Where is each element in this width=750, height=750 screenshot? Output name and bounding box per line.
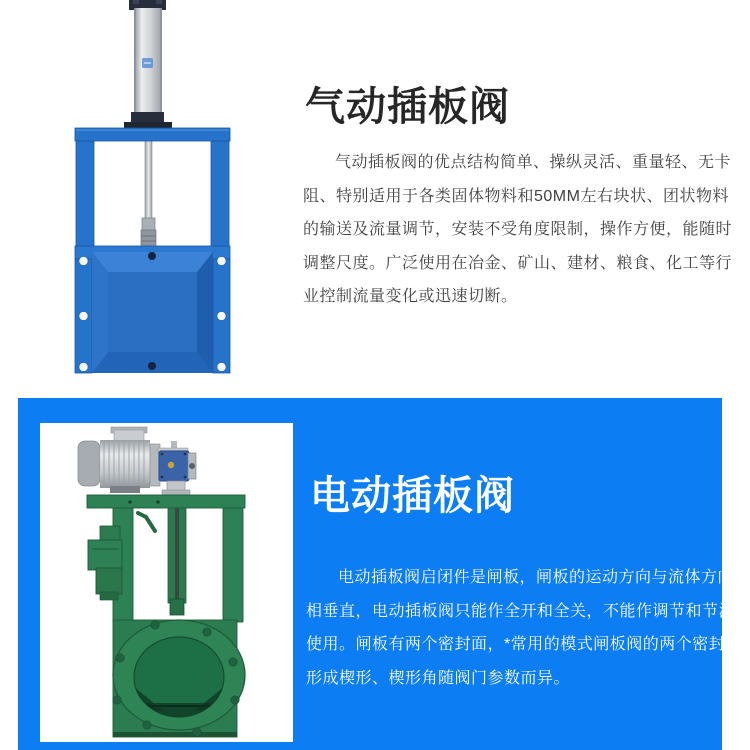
valve-body xyxy=(113,620,245,737)
pneumatic-description xyxy=(303,146,732,314)
text-line: 调整尺度。广泛使用在冶金、矿山、建材、粮食、化工等行 xyxy=(303,254,733,272)
electric-image-panel xyxy=(40,423,293,742)
electric-description xyxy=(306,561,742,695)
pneumatic-valve-image xyxy=(45,0,245,375)
valve-body xyxy=(75,246,230,373)
text-line: 形成楔形、楔形角随阀门参数而异。 xyxy=(306,669,571,687)
text-line: 电动插板阀启闭件是闸板，闸板的运动方向与流体方向 xyxy=(338,569,735,586)
text-line: 气动插板阀的优点结构简单、操纵灵活、重量轻、无卡 xyxy=(335,154,732,171)
electric-title: 电动插板阀 xyxy=(310,474,515,518)
gear-reducer xyxy=(158,441,196,481)
electric-motor xyxy=(78,427,160,493)
pneumatic-title: 气动插板阀 xyxy=(305,85,510,129)
text-line: 的输送及流量调节，安装不受角度限制，操作方便，能随时 xyxy=(303,221,733,238)
section-electric xyxy=(18,398,742,750)
air-cylinder xyxy=(124,0,172,134)
cylinder-brand-logo xyxy=(142,58,153,68)
stem-bracket xyxy=(162,481,190,496)
text-line: 相垂直，电动插板阀只能作全开和全关，不能作调节和节流 xyxy=(306,602,736,620)
text-line: 阻、特别适用于各类固体物料和50MM左右块状、团状物料 xyxy=(303,187,729,205)
piston-rod xyxy=(141,129,156,246)
text-line: 使用。闸板有两个密封面，*常用的模式闸板阀的两个密封面 xyxy=(306,636,742,653)
text-line: 业控制流量变化或迅速切断。 xyxy=(303,288,518,305)
electric-valve-image xyxy=(40,423,293,742)
